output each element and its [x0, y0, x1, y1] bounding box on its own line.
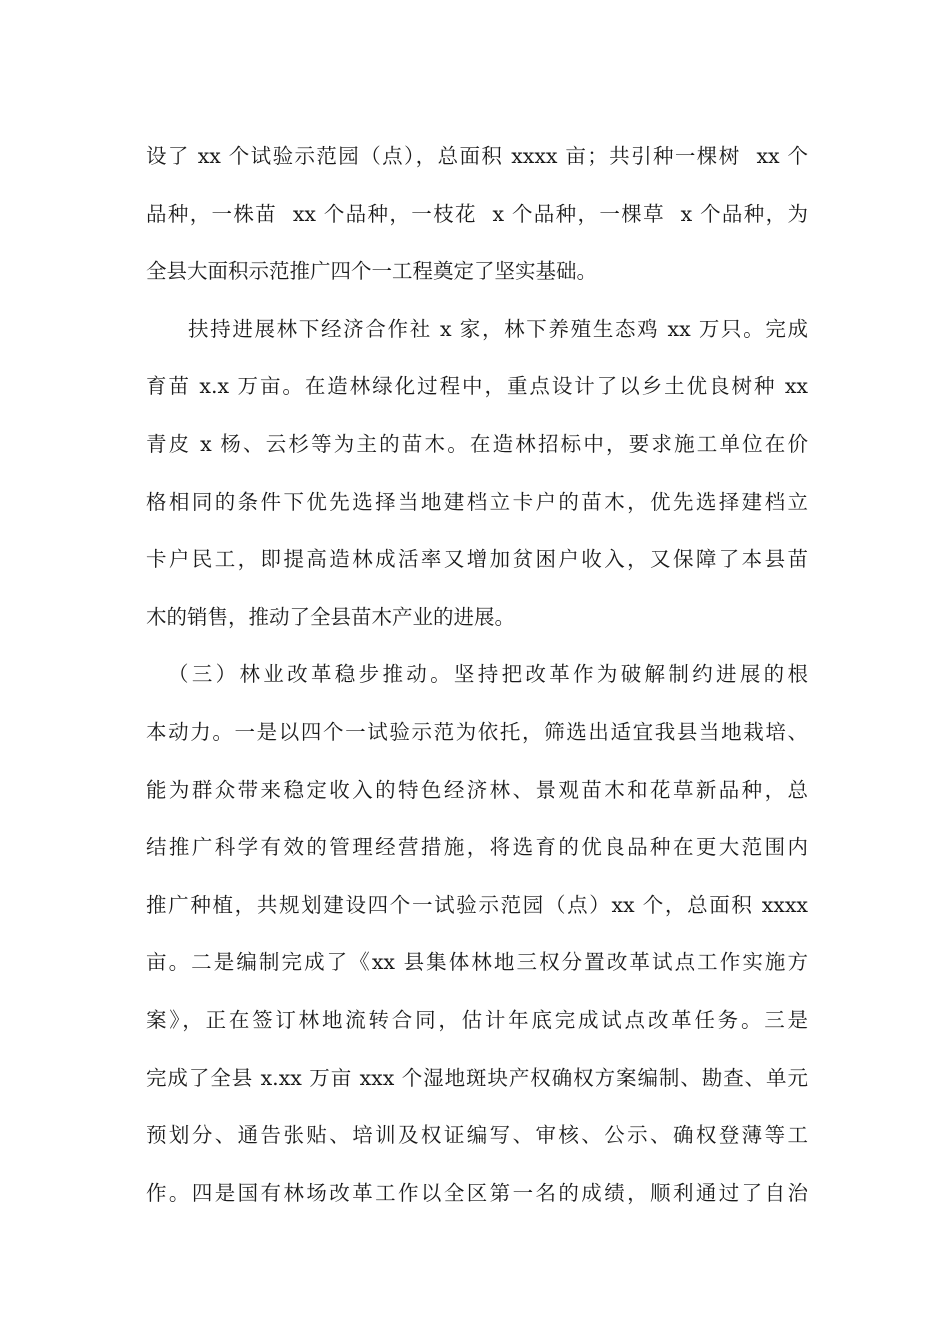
- text-line: 能为群众带来稳定收入的特色经济林、景观苗木和花草新品种，总: [146, 777, 808, 802]
- text-line: 卡户民工，即提高造林成活率又增加贫困户收入，又保障了本县苗: [146, 547, 808, 572]
- text-line: 亩。二是编制完成了《xx 县集体林地三权分置改革试点工作实施方: [146, 950, 808, 975]
- text-line: 本动力。一是以四个一试验示范为依托，筛选出适宜我县当地栽培、: [146, 719, 808, 744]
- text-line: 扶持进展林下经济合作社 x 家，林下养殖生态鸡 xx 万只。完成: [188, 316, 808, 341]
- text-line: 品种，一株苗 xx 个品种，一枝花 x 个品种，一棵草 x 个品种，为: [146, 201, 808, 226]
- text-line: 预划分、通告张贴、培训及权证编写、审核、公示、确权登薄等工: [146, 1123, 808, 1148]
- text-line: 完成了全县 x.xx 万亩 xxx 个湿地斑块产权确权方案编制、勘查、单元: [146, 1065, 808, 1090]
- text-line: 育苗 x.x 万亩。在造林绿化过程中，重点设计了以乡土优良树种 xx: [146, 374, 808, 399]
- text-line: 全县大面积示范推广四个一工程奠定了坚实基础。: [146, 259, 597, 284]
- text-line: 推广种植，共规划建设四个一试验示范园（点）xx 个，总面积 xxxx: [146, 892, 808, 917]
- document-body: [146, 128, 808, 1222]
- text-line: 设了 xx 个试验示范园（点），总面积 xxxx 亩；共引种一棵树 xx 个: [146, 144, 808, 168]
- text-line: 案》，正在签订林地流转合同，估计年底完成试点改革任务。三是: [146, 1007, 808, 1032]
- section-heading-line: （三）林业改革稳步推动。坚持把改革作为破解制约进展的根: [168, 662, 808, 687]
- text-line: 格相同的条件下优先选择当地建档立卡户的苗木，优先选择建档立: [146, 489, 808, 514]
- text-line: 结推广科学有效的管理经营措施，将选育的优良品种在更大范围内: [146, 835, 808, 860]
- text-line: 木的销售，推动了全县苗木产业的进展。: [146, 604, 515, 629]
- text-line: 青皮 x 杨、云杉等为主的苗木。在造林招标中，要求施工单位在价: [146, 431, 808, 456]
- text-line: 作。四是国有林场改革工作以全区第一名的成绩，顺利通过了自治: [146, 1180, 808, 1205]
